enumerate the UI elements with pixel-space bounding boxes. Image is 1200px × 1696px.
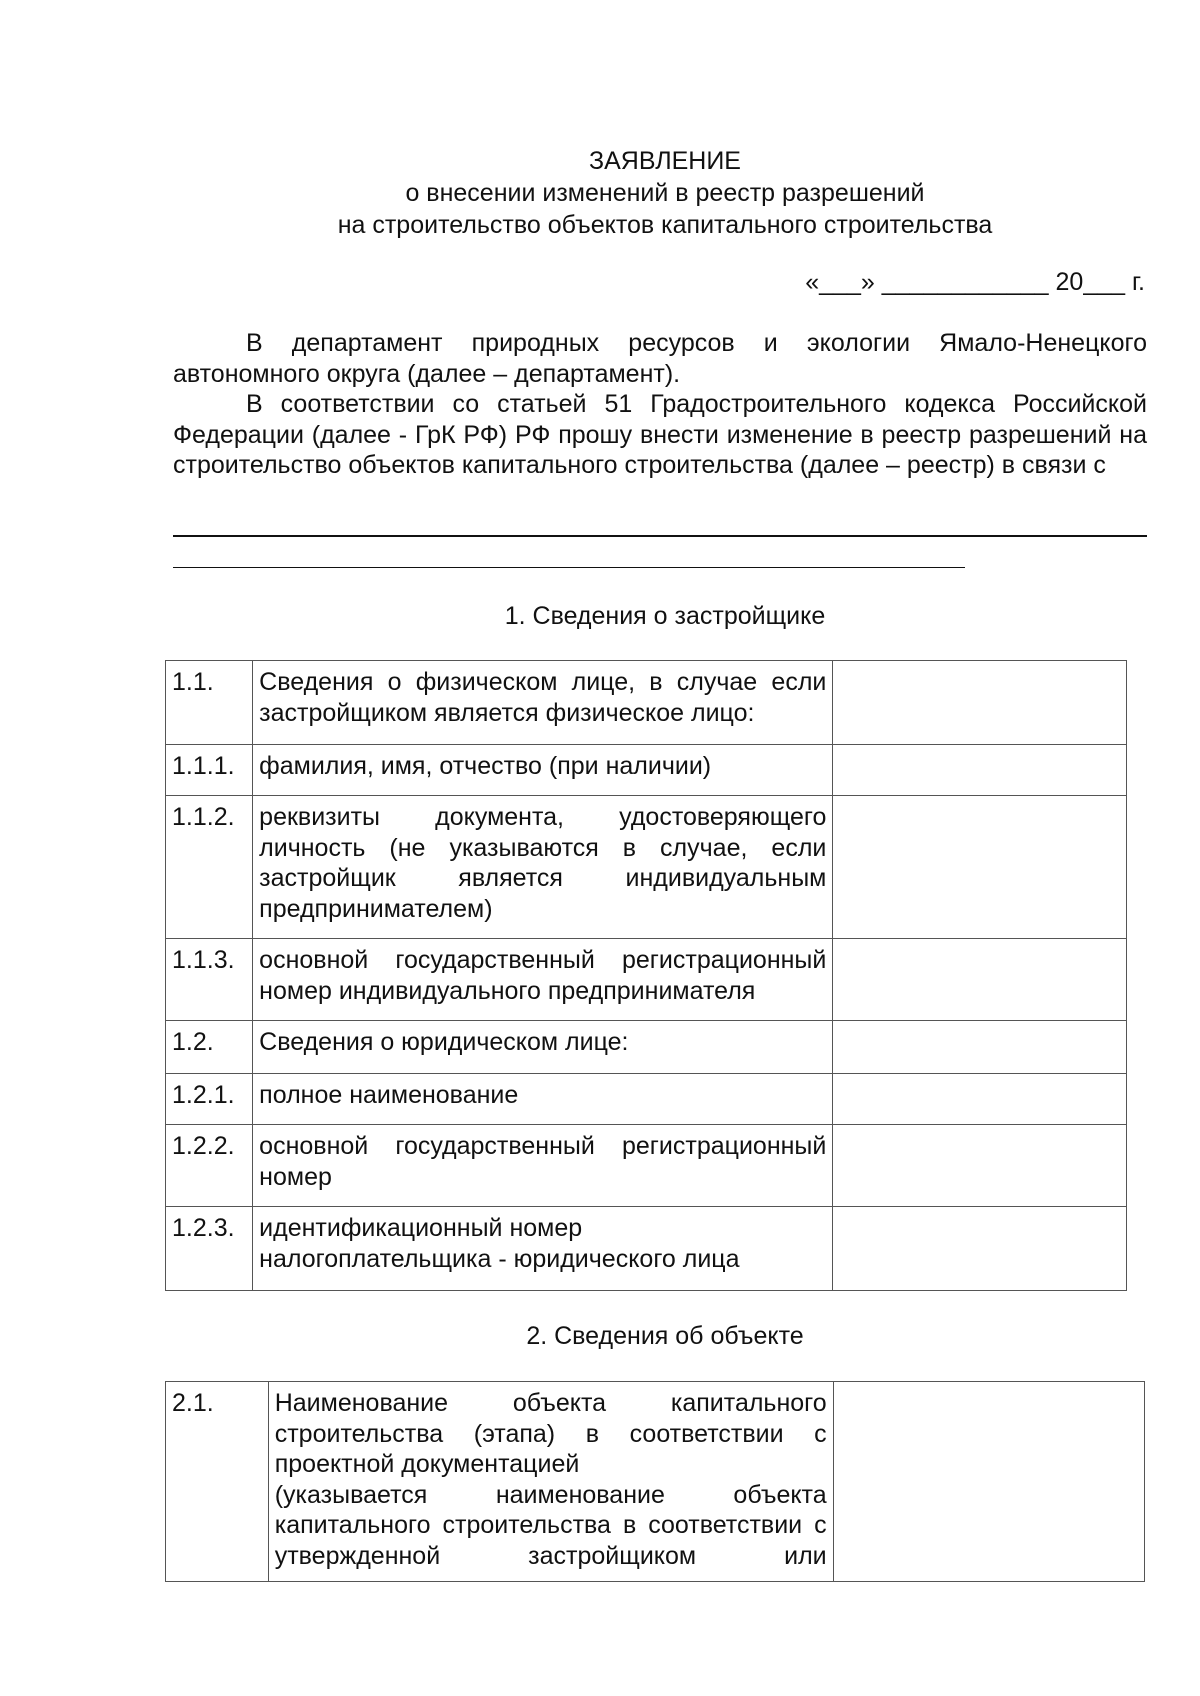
row-description: фамилия, имя, отчество (при наличии) — [253, 745, 833, 796]
application-body — [173, 328, 1147, 481]
row-value-cell[interactable] — [833, 1382, 1144, 1582]
row-description: Сведения о юридическом лице: — [253, 1021, 833, 1074]
reason-fill-line-2[interactable] — [173, 567, 965, 568]
row-number: 1.1. — [166, 661, 253, 745]
table-row — [166, 745, 1127, 796]
row-value-cell[interactable] — [833, 745, 1127, 796]
table-row — [166, 1021, 1127, 1074]
row-value-cell[interactable] — [833, 939, 1127, 1021]
row-number: 1.1.2. — [166, 796, 253, 939]
row-description: Сведения о физическом лице, в случае если застройщиком является физическое лицо: — [253, 661, 833, 745]
row-number: 1.2. — [166, 1021, 253, 1074]
table-row — [166, 1125, 1127, 1207]
row-value-cell[interactable] — [833, 1207, 1127, 1291]
table-row — [166, 939, 1127, 1021]
document-title: ЗАЯВЛЕНИЕ — [588, 147, 741, 175]
row-number: 1.1.3. — [166, 939, 253, 1021]
table-row — [166, 1382, 1145, 1582]
row-number: 1.2.2. — [166, 1125, 253, 1207]
row-value-cell[interactable] — [833, 1125, 1127, 1207]
document-subtitle-line-2: на строительство объектов капитального строительства — [337, 211, 993, 239]
row-description-line: идентификационный номер — [259, 1214, 583, 1242]
row-number: 1.1.1. — [166, 745, 253, 796]
section-2-title: 2. Сведения об объекте — [526, 1322, 804, 1350]
section-1-title: 1. Сведения о застройщике — [504, 602, 826, 630]
developer-info-table — [165, 660, 1127, 1291]
row-value-cell[interactable] — [833, 661, 1127, 745]
table-row — [166, 796, 1127, 939]
row-description: полное наименование — [253, 1074, 833, 1125]
row-description — [253, 1207, 833, 1291]
row-number: 1.2.3. — [166, 1207, 253, 1291]
date-line: «___» ____________ 20___ г. — [805, 268, 1145, 296]
row-number: 1.2.1. — [166, 1074, 253, 1125]
row-description: основной государственный регистрационный номер — [253, 1125, 833, 1207]
row-value-cell[interactable] — [833, 796, 1127, 939]
row-value-cell[interactable] — [833, 1021, 1127, 1074]
document-subtitle-line-1: о внесении изменений в реестр разрешений — [405, 179, 925, 207]
table-row — [166, 1074, 1127, 1125]
reason-fill-line-1[interactable] — [173, 535, 1147, 537]
row-number: 2.1. — [166, 1382, 269, 1582]
table-row — [166, 661, 1127, 745]
row-description — [268, 1382, 833, 1582]
request-paragraph: В соответствии со статьей 51 Градостроительного кодекса Российской Федерации (далее - ГрК РФ) РФ прошу внести изменение в реестр разрешений на строительство объектов капитального строительства (далее – реестр) в связи с — [173, 390, 1147, 479]
document-header — [0, 145, 1200, 241]
row-description-line: (указывается наименование объекта капитального строительства в соответствии с утвержденной застройщиком или — [274, 1480, 827, 1570]
row-value-cell[interactable] — [833, 1074, 1127, 1125]
row-description: реквизиты документа, удостоверяющего личность (не указываются в случае, если застройщик является индивидуальным предпринимателем) — [253, 796, 833, 939]
row-description: основной государственный регистрационный номер индивидуального предпринимателя — [253, 939, 833, 1021]
row-description-line: налогоплательщика - юридического лица — [259, 1244, 740, 1273]
object-info-table — [165, 1381, 1145, 1582]
table-row — [166, 1207, 1127, 1291]
addressee-paragraph: В департамент природных ресурсов и экологии Ямало-Ненецкого автономного округа (далее – департамент). — [173, 329, 1147, 388]
row-description-line: проектной документацией — [274, 1450, 580, 1478]
row-description-line: Наименование объекта капитального строительства (этапа) в соответствии с — [274, 1389, 827, 1448]
